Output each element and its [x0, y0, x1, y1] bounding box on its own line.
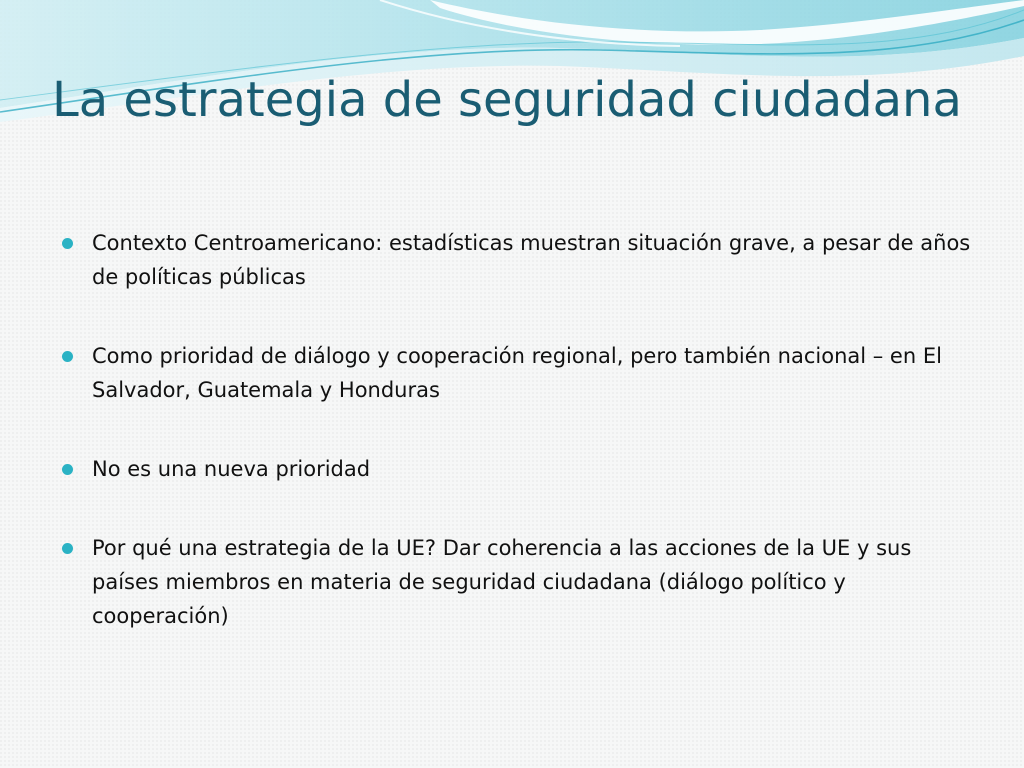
bullet-circle-icon: [62, 351, 73, 362]
bullet-item: [62, 452, 972, 486]
bullet-circle-icon: [62, 464, 73, 475]
bullet-text: Contexto Centroamericano: estadísticas muestran situación grave, a pesar de años de políticas públicas: [92, 231, 971, 289]
bullet-circle-icon: [62, 543, 73, 554]
bullet-text: No es una nueva prioridad: [92, 457, 371, 481]
bullet-text: Como prioridad de diálogo y cooperación regional, pero también nacional – en El Salvador, Guatemala y Honduras: [92, 344, 942, 402]
bullet-item: [62, 339, 972, 407]
slide-title: La estrategia de seguridad ciudadana: [52, 72, 962, 128]
bullet-list: [62, 226, 972, 678]
bullet-text: Por qué una estrategia de la UE? Dar coherencia a las acciones de la UE y sus países miembros en materia de seguridad ciudadana (diálogo político y cooperación): [92, 536, 912, 628]
bullet-item: [62, 226, 972, 294]
bullet-circle-icon: [62, 238, 73, 249]
bullet-item: [62, 531, 972, 633]
